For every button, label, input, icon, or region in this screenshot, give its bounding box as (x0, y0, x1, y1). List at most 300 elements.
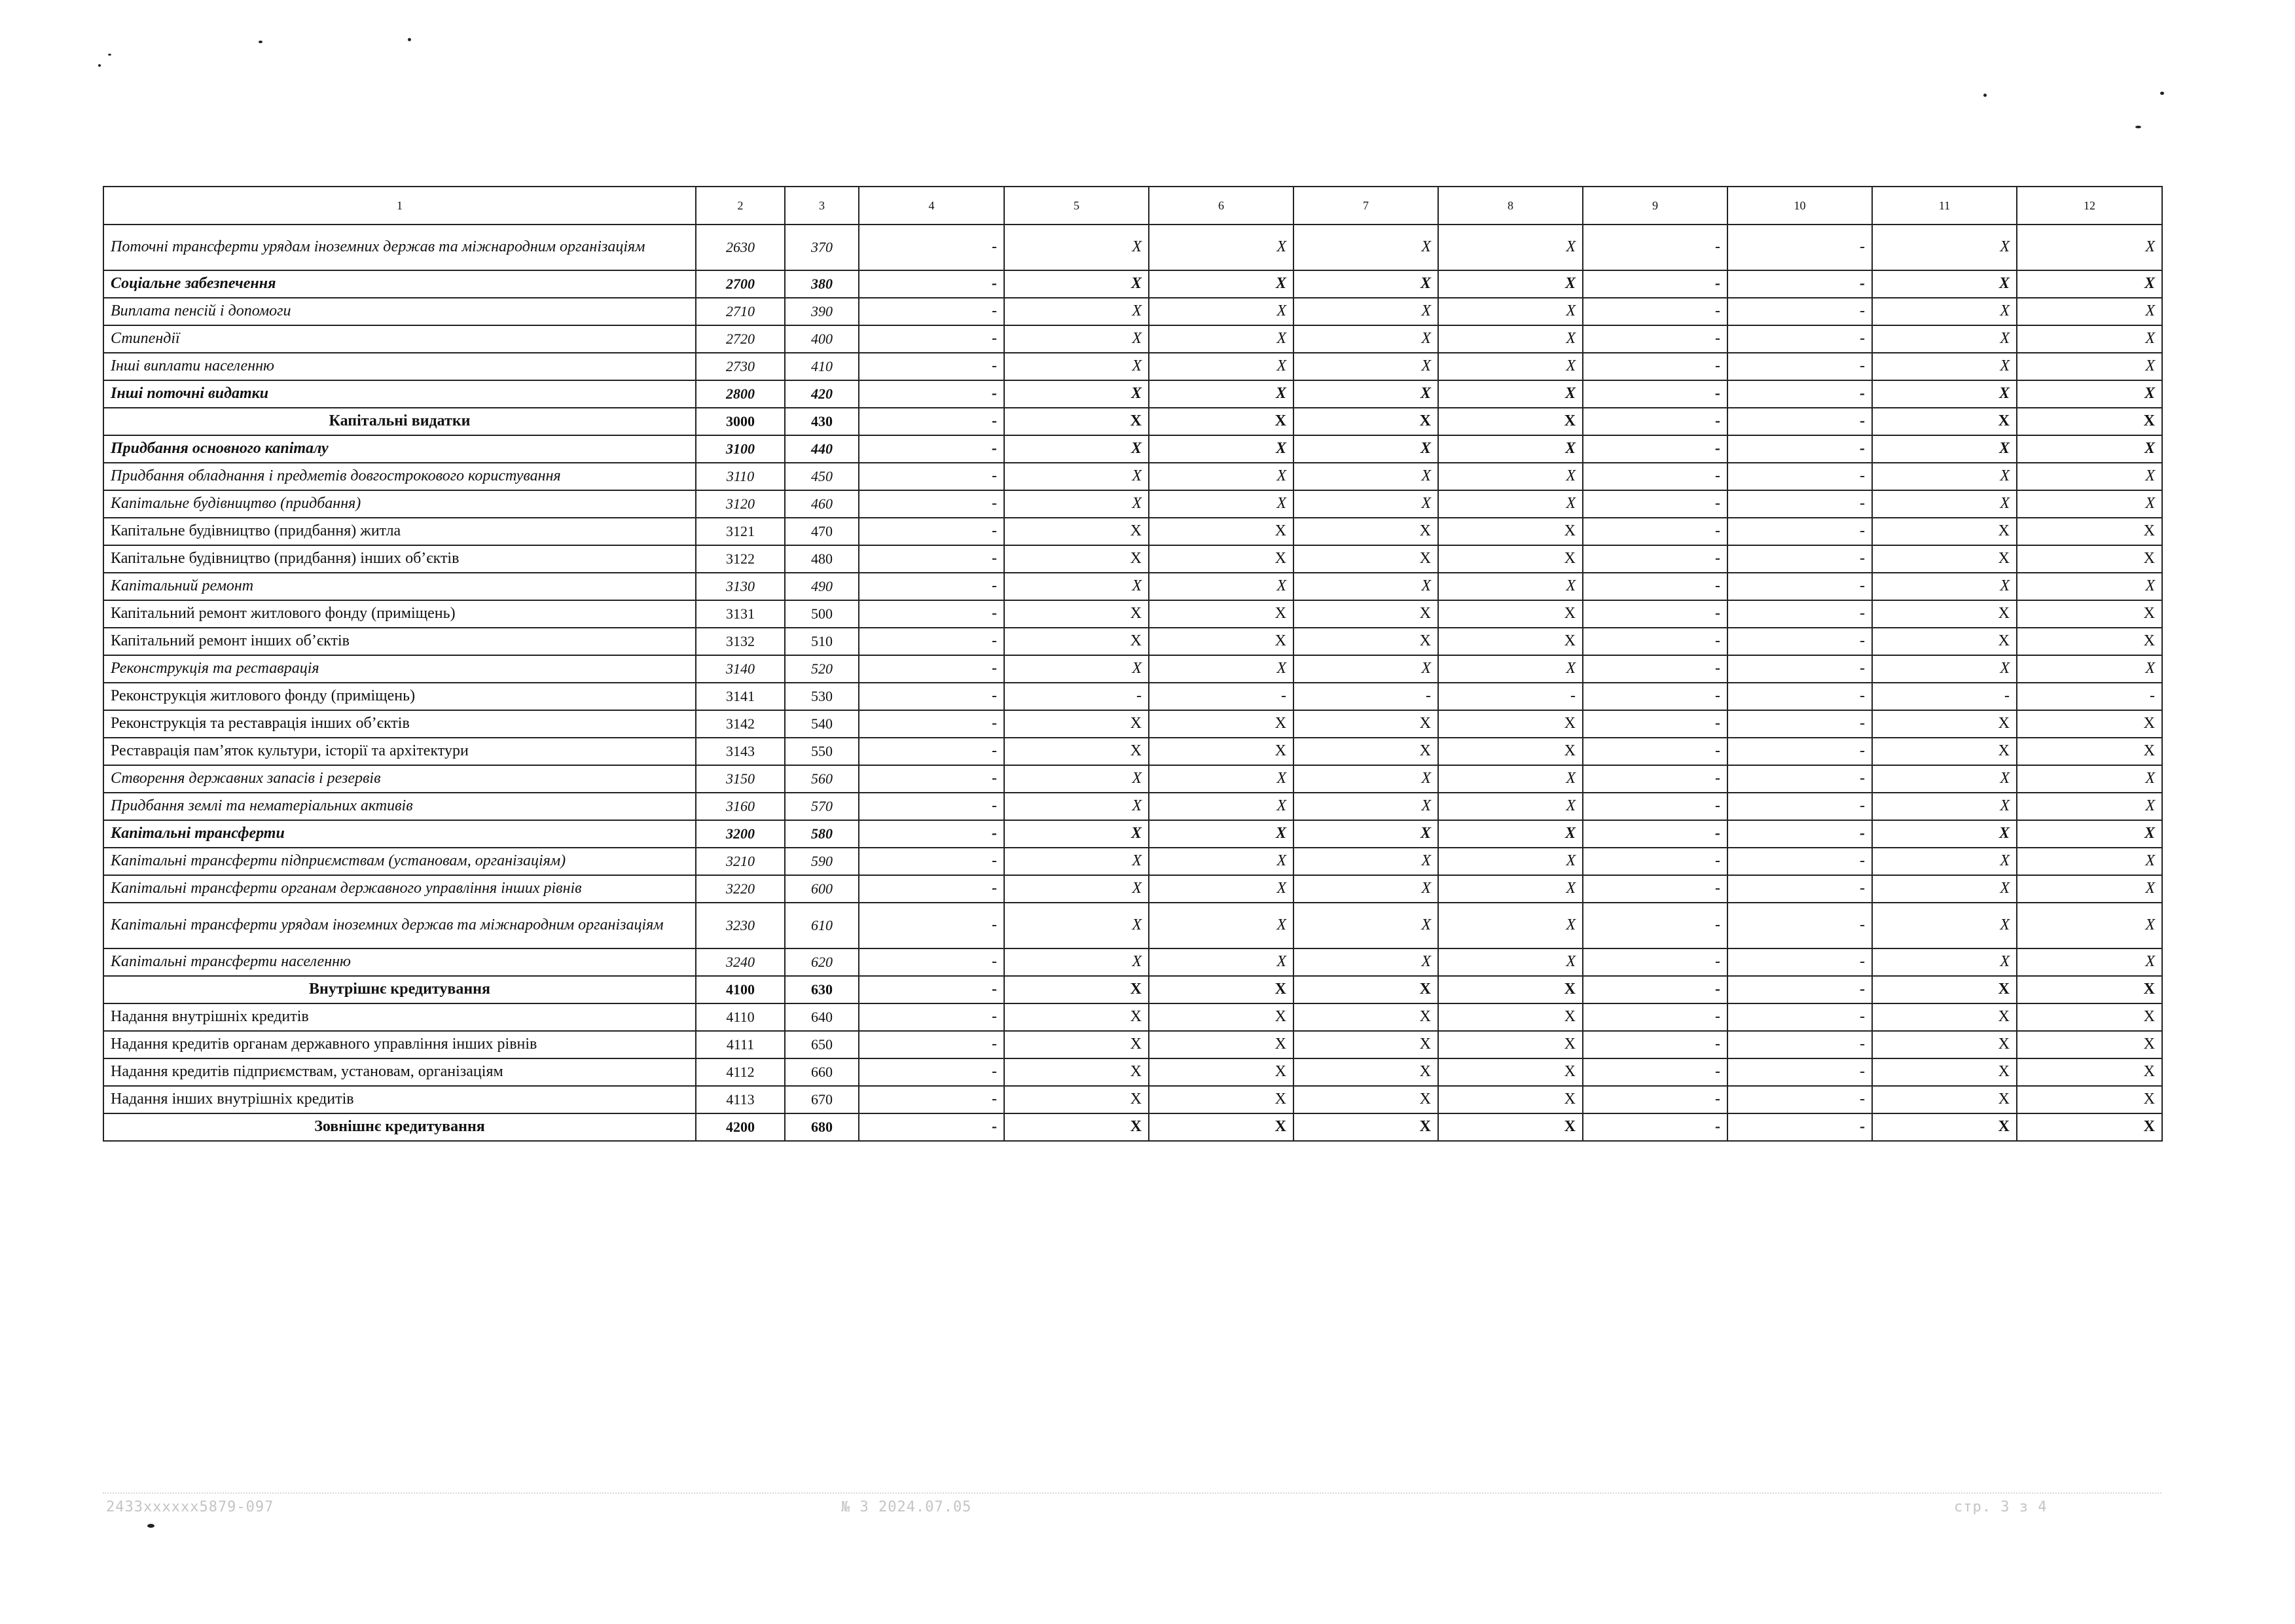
value-cell-col-11: X (1872, 600, 2017, 628)
value-cell-col-7: X (1293, 655, 1438, 683)
value-cell-col-12: X (2017, 325, 2162, 353)
value-cell-col-6: X (1149, 490, 1293, 518)
value-cell-col-9: - (1583, 490, 1727, 518)
row-code: 450 (785, 463, 859, 490)
column-number-2: 2 (696, 187, 785, 225)
value-cell-col-10: - (1727, 573, 1872, 600)
kekv-code: 2730 (696, 353, 785, 380)
value-cell-col-8: X (1438, 738, 1583, 765)
value-cell-col-8: X (1438, 848, 1583, 875)
table-row (103, 225, 2162, 270)
column-number-3: 3 (785, 187, 859, 225)
value-cell-col-4: - (859, 875, 1004, 903)
value-cell-col-4: - (859, 435, 1004, 463)
value-cell-col-7: X (1293, 820, 1438, 848)
value-cell-col-10: - (1727, 270, 1872, 298)
value-cell-col-7: X (1293, 545, 1438, 573)
value-cell-col-9: - (1583, 1058, 1727, 1086)
value-cell-col-4: - (859, 325, 1004, 353)
kekv-code: 3230 (696, 903, 785, 948)
value-cell-col-5: X (1004, 490, 1149, 518)
value-cell-col-12: X (2017, 518, 2162, 545)
value-cell-col-9: - (1583, 1003, 1727, 1031)
kekv-code: 4110 (696, 1003, 785, 1031)
value-cell-col-12: X (2017, 1058, 2162, 1086)
value-cell-col-4: - (859, 976, 1004, 1003)
value-cell-col-9: - (1583, 903, 1727, 948)
value-cell-col-5: X (1004, 380, 1149, 408)
value-cell-col-9: - (1583, 848, 1727, 875)
value-cell-col-7: X (1293, 948, 1438, 976)
value-cell-col-4: - (859, 683, 1004, 710)
value-cell-col-7: X (1293, 1086, 1438, 1113)
table-row (103, 1003, 2162, 1031)
kekv-code: 3110 (696, 463, 785, 490)
value-cell-col-12: X (2017, 1086, 2162, 1113)
value-cell-col-11: X (1872, 1031, 2017, 1058)
value-cell-col-6: X (1149, 573, 1293, 600)
scan-speck (408, 38, 411, 41)
row-code: 600 (785, 875, 859, 903)
row-label: Реконструкція та реставрація (103, 655, 696, 683)
value-cell-col-8: X (1438, 573, 1583, 600)
value-cell-col-10: - (1727, 1113, 1872, 1141)
value-cell-col-12: X (2017, 820, 2162, 848)
value-cell-col-6: X (1149, 380, 1293, 408)
kekv-code: 3131 (696, 600, 785, 628)
value-cell-col-9: - (1583, 820, 1727, 848)
table-row (103, 545, 2162, 573)
kekv-code: 4100 (696, 976, 785, 1003)
value-cell-col-12: X (2017, 298, 2162, 325)
value-cell-col-10: - (1727, 545, 1872, 573)
row-code: 560 (785, 765, 859, 793)
row-code: 390 (785, 298, 859, 325)
value-cell-col-4: - (859, 270, 1004, 298)
scan-speck (108, 54, 111, 56)
value-cell-col-12: X (2017, 948, 2162, 976)
value-cell-col-11: X (1872, 573, 2017, 600)
value-cell-col-10: - (1727, 1086, 1872, 1113)
value-cell-col-7: X (1293, 298, 1438, 325)
value-cell-col-12: X (2017, 573, 2162, 600)
value-cell-col-4: - (859, 948, 1004, 976)
value-cell-col-10: - (1727, 490, 1872, 518)
value-cell-col-8: X (1438, 710, 1583, 738)
value-cell-col-11: X (1872, 628, 2017, 655)
value-cell-col-4: - (859, 600, 1004, 628)
value-cell-col-9: - (1583, 435, 1727, 463)
row-code: 610 (785, 903, 859, 948)
table-header-row (103, 187, 2162, 225)
value-cell-col-5: X (1004, 270, 1149, 298)
value-cell-col-9: - (1583, 948, 1727, 976)
value-cell-col-11: X (1872, 380, 2017, 408)
value-cell-col-9: - (1583, 1113, 1727, 1141)
value-cell-col-6: X (1149, 903, 1293, 948)
value-cell-col-4: - (859, 793, 1004, 820)
value-cell-col-9: - (1583, 270, 1727, 298)
row-label: Капітальні трансферти підприємствам (установам, організаціям) (103, 848, 696, 875)
value-cell-col-10: - (1727, 820, 1872, 848)
value-cell-col-4: - (859, 628, 1004, 655)
value-cell-col-8: X (1438, 353, 1583, 380)
value-cell-col-11: X (1872, 435, 2017, 463)
value-cell-col-10: - (1727, 325, 1872, 353)
row-label: Створення державних запасів і резервів (103, 765, 696, 793)
value-cell-col-12: X (2017, 225, 2162, 270)
value-cell-col-8: X (1438, 820, 1583, 848)
table-row (103, 353, 2162, 380)
row-code: 540 (785, 710, 859, 738)
value-cell-col-12: X (2017, 380, 2162, 408)
value-cell-col-9: - (1583, 353, 1727, 380)
row-label: Капітальне будівництво (придбання) інших об’єктів (103, 545, 696, 573)
value-cell-col-5: X (1004, 1113, 1149, 1141)
row-code: 440 (785, 435, 859, 463)
kekv-code: 3200 (696, 820, 785, 848)
scan-speck (2135, 126, 2141, 128)
value-cell-col-4: - (859, 573, 1004, 600)
value-cell-col-5: X (1004, 793, 1149, 820)
table-row (103, 793, 2162, 820)
value-cell-col-11: X (1872, 270, 2017, 298)
value-cell-col-6: X (1149, 820, 1293, 848)
value-cell-col-4: - (859, 765, 1004, 793)
value-cell-col-11: X (1872, 710, 2017, 738)
value-cell-col-12: X (2017, 875, 2162, 903)
value-cell-col-6: X (1149, 270, 1293, 298)
kekv-code: 3210 (696, 848, 785, 875)
budget-table (103, 186, 2163, 1142)
column-number-4: 4 (859, 187, 1004, 225)
value-cell-col-8: X (1438, 518, 1583, 545)
table-row (103, 600, 2162, 628)
column-number-9: 9 (1583, 187, 1727, 225)
kekv-code: 2710 (696, 298, 785, 325)
row-label: Зовнішнє кредитування (103, 1113, 696, 1141)
row-code: 530 (785, 683, 859, 710)
value-cell-col-7: X (1293, 490, 1438, 518)
value-cell-col-6: X (1149, 518, 1293, 545)
value-cell-col-9: - (1583, 408, 1727, 435)
value-cell-col-11: X (1872, 655, 2017, 683)
value-cell-col-5: X (1004, 463, 1149, 490)
value-cell-col-4: - (859, 710, 1004, 738)
value-cell-col-8: X (1438, 270, 1583, 298)
value-cell-col-4: - (859, 903, 1004, 948)
row-code: 570 (785, 793, 859, 820)
row-code: 580 (785, 820, 859, 848)
value-cell-col-11: X (1872, 903, 2017, 948)
value-cell-col-12: X (2017, 976, 2162, 1003)
row-code: 460 (785, 490, 859, 518)
value-cell-col-7: X (1293, 710, 1438, 738)
kekv-code: 4113 (696, 1086, 785, 1113)
value-cell-col-8: X (1438, 976, 1583, 1003)
value-cell-col-4: - (859, 545, 1004, 573)
row-code: 680 (785, 1113, 859, 1141)
value-cell-col-12: X (2017, 710, 2162, 738)
value-cell-col-6: X (1149, 710, 1293, 738)
footer-divider (103, 1492, 2161, 1494)
kekv-code: 3141 (696, 683, 785, 710)
column-number-10: 10 (1727, 187, 1872, 225)
table-row (103, 1113, 2162, 1141)
value-cell-col-6: X (1149, 948, 1293, 976)
value-cell-col-8: X (1438, 600, 1583, 628)
footer-page-number: стр. 3 з 4 (1954, 1499, 2048, 1515)
value-cell-col-4: - (859, 655, 1004, 683)
value-cell-col-10: - (1727, 408, 1872, 435)
value-cell-col-9: - (1583, 600, 1727, 628)
value-cell-col-5: X (1004, 820, 1149, 848)
value-cell-col-10: - (1727, 738, 1872, 765)
value-cell-col-7: X (1293, 1031, 1438, 1058)
table-row (103, 710, 2162, 738)
kekv-code: 3100 (696, 435, 785, 463)
value-cell-col-4: - (859, 1031, 1004, 1058)
column-number-11: 11 (1872, 187, 2017, 225)
value-cell-col-11: X (1872, 463, 2017, 490)
kekv-code: 3130 (696, 573, 785, 600)
value-cell-col-5: X (1004, 408, 1149, 435)
value-cell-col-5: X (1004, 765, 1149, 793)
value-cell-col-8: X (1438, 765, 1583, 793)
value-cell-col-5: X (1004, 600, 1149, 628)
value-cell-col-9: - (1583, 463, 1727, 490)
value-cell-col-8: X (1438, 463, 1583, 490)
value-cell-col-7: X (1293, 875, 1438, 903)
value-cell-col-5: X (1004, 875, 1149, 903)
value-cell-col-8: X (1438, 793, 1583, 820)
value-cell-col-6: X (1149, 793, 1293, 820)
kekv-code: 3000 (696, 408, 785, 435)
table-row (103, 408, 2162, 435)
value-cell-col-4: - (859, 738, 1004, 765)
row-label: Придбання основного капіталу (103, 435, 696, 463)
row-code: 410 (785, 353, 859, 380)
value-cell-col-4: - (859, 380, 1004, 408)
value-cell-col-9: - (1583, 545, 1727, 573)
value-cell-col-4: - (859, 490, 1004, 518)
row-label: Капітальні трансферти населенню (103, 948, 696, 976)
row-code: 500 (785, 600, 859, 628)
value-cell-col-12: X (2017, 490, 2162, 518)
row-label: Капітальне будівництво (придбання) (103, 490, 696, 518)
row-label: Капітальний ремонт (103, 573, 696, 600)
value-cell-col-6: X (1149, 628, 1293, 655)
value-cell-col-6: X (1149, 848, 1293, 875)
value-cell-col-5: X (1004, 903, 1149, 948)
value-cell-col-12: X (2017, 600, 2162, 628)
row-code: 370 (785, 225, 859, 270)
value-cell-col-11: X (1872, 408, 2017, 435)
value-cell-col-6: X (1149, 353, 1293, 380)
value-cell-col-10: - (1727, 655, 1872, 683)
value-cell-col-6: X (1149, 655, 1293, 683)
value-cell-col-10: - (1727, 1003, 1872, 1031)
value-cell-col-7: X (1293, 463, 1438, 490)
value-cell-col-12: X (2017, 848, 2162, 875)
value-cell-col-6: X (1149, 325, 1293, 353)
value-cell-col-4: - (859, 1113, 1004, 1141)
value-cell-col-5: X (1004, 225, 1149, 270)
row-label: Капітальні трансферти органам державного управління інших рівнів (103, 875, 696, 903)
value-cell-col-4: - (859, 518, 1004, 545)
value-cell-col-9: - (1583, 518, 1727, 545)
scan-speck (147, 1524, 154, 1528)
value-cell-col-5: X (1004, 518, 1149, 545)
value-cell-col-6: X (1149, 545, 1293, 573)
row-label: Соціальне забезпечення (103, 270, 696, 298)
value-cell-col-12: X (2017, 628, 2162, 655)
value-cell-col-5: X (1004, 573, 1149, 600)
row-code: 400 (785, 325, 859, 353)
table-row (103, 435, 2162, 463)
value-cell-col-4: - (859, 353, 1004, 380)
value-cell-col-6: X (1149, 765, 1293, 793)
value-cell-col-9: - (1583, 738, 1727, 765)
row-code: 470 (785, 518, 859, 545)
table-row (103, 518, 2162, 545)
value-cell-col-10: - (1727, 225, 1872, 270)
value-cell-col-7: X (1293, 903, 1438, 948)
column-number-1: 1 (103, 187, 696, 225)
kekv-code: 3150 (696, 765, 785, 793)
value-cell-col-10: - (1727, 875, 1872, 903)
value-cell-col-4: - (859, 225, 1004, 270)
row-code: 620 (785, 948, 859, 976)
value-cell-col-6: X (1149, 1003, 1293, 1031)
value-cell-col-10: - (1727, 710, 1872, 738)
value-cell-col-7: X (1293, 573, 1438, 600)
footer-center-stamp: № 3 2024.07.05 (841, 1499, 972, 1515)
value-cell-col-9: - (1583, 765, 1727, 793)
value-cell-col-9: - (1583, 683, 1727, 710)
value-cell-col-9: - (1583, 655, 1727, 683)
kekv-code: 3132 (696, 628, 785, 655)
row-code: 490 (785, 573, 859, 600)
value-cell-col-11: X (1872, 298, 2017, 325)
table-row (103, 948, 2162, 976)
value-cell-col-9: - (1583, 628, 1727, 655)
value-cell-col-10: - (1727, 903, 1872, 948)
row-label: Надання кредитів органам державного управління інших рівнів (103, 1031, 696, 1058)
row-label: Капітальне будівництво (придбання) житла (103, 518, 696, 545)
value-cell-col-7: X (1293, 1003, 1438, 1031)
table-row (103, 738, 2162, 765)
value-cell-col-8: X (1438, 1086, 1583, 1113)
value-cell-col-10: - (1727, 600, 1872, 628)
value-cell-col-11: X (1872, 848, 2017, 875)
value-cell-col-4: - (859, 1058, 1004, 1086)
value-cell-col-10: - (1727, 948, 1872, 976)
table-row (103, 628, 2162, 655)
value-cell-col-5: X (1004, 1086, 1149, 1113)
value-cell-col-11: X (1872, 545, 2017, 573)
table-row (103, 463, 2162, 490)
value-cell-col-9: - (1583, 710, 1727, 738)
value-cell-col-12: X (2017, 463, 2162, 490)
value-cell-col-8: X (1438, 545, 1583, 573)
row-label: Реставрація пам’яток культури, історії та архітектури (103, 738, 696, 765)
value-cell-col-10: - (1727, 518, 1872, 545)
value-cell-col-5: X (1004, 298, 1149, 325)
kekv-code: 3142 (696, 710, 785, 738)
scan-speck (259, 41, 262, 43)
row-label: Капітальні трансферти (103, 820, 696, 848)
table-row (103, 1031, 2162, 1058)
value-cell-col-5: X (1004, 655, 1149, 683)
value-cell-col-6: X (1149, 738, 1293, 765)
value-cell-col-7: X (1293, 518, 1438, 545)
value-cell-col-11: X (1872, 875, 2017, 903)
value-cell-col-9: - (1583, 1086, 1727, 1113)
kekv-code: 4111 (696, 1031, 785, 1058)
value-cell-col-5: X (1004, 353, 1149, 380)
row-label: Надання кредитів підприємствам, установам, організаціям (103, 1058, 696, 1086)
row-code: 420 (785, 380, 859, 408)
table-row (103, 270, 2162, 298)
value-cell-col-12: X (2017, 903, 2162, 948)
value-cell-col-6: X (1149, 225, 1293, 270)
footer-document-id: 2433xxxxxx5879-097 (106, 1499, 274, 1515)
value-cell-col-4: - (859, 820, 1004, 848)
value-cell-col-10: - (1727, 353, 1872, 380)
kekv-code: 4200 (696, 1113, 785, 1141)
row-label: Стипендії (103, 325, 696, 353)
value-cell-col-10: - (1727, 793, 1872, 820)
table-row (103, 655, 2162, 683)
value-cell-col-5: X (1004, 545, 1149, 573)
value-cell-col-8: X (1438, 380, 1583, 408)
value-cell-col-4: - (859, 408, 1004, 435)
value-cell-col-12: X (2017, 353, 2162, 380)
value-cell-col-7: X (1293, 628, 1438, 655)
value-cell-col-12: X (2017, 435, 2162, 463)
value-cell-col-10: - (1727, 628, 1872, 655)
value-cell-col-10: - (1727, 848, 1872, 875)
value-cell-col-6: X (1149, 976, 1293, 1003)
row-label: Придбання обладнання і предметів довгострокового користування (103, 463, 696, 490)
value-cell-col-11: X (1872, 948, 2017, 976)
value-cell-col-6: X (1149, 408, 1293, 435)
column-number-8: 8 (1438, 187, 1583, 225)
value-cell-col-7: X (1293, 976, 1438, 1003)
row-code: 430 (785, 408, 859, 435)
table-row (103, 848, 2162, 875)
table-row (103, 875, 2162, 903)
value-cell-col-5: X (1004, 628, 1149, 655)
value-cell-col-12: X (2017, 738, 2162, 765)
kekv-code: 3220 (696, 875, 785, 903)
value-cell-col-11: X (1872, 738, 2017, 765)
row-code: 480 (785, 545, 859, 573)
value-cell-col-7: X (1293, 600, 1438, 628)
value-cell-col-5: X (1004, 1058, 1149, 1086)
row-label: Реконструкція та реставрація інших об’єктів (103, 710, 696, 738)
value-cell-col-11: X (1872, 518, 2017, 545)
value-cell-col-7: X (1293, 270, 1438, 298)
value-cell-col-6: X (1149, 435, 1293, 463)
value-cell-col-7: X (1293, 225, 1438, 270)
value-cell-col-12: X (2017, 545, 2162, 573)
table-row (103, 1086, 2162, 1113)
value-cell-col-5: X (1004, 1031, 1149, 1058)
value-cell-col-8: X (1438, 408, 1583, 435)
value-cell-col-11: X (1872, 1003, 2017, 1031)
